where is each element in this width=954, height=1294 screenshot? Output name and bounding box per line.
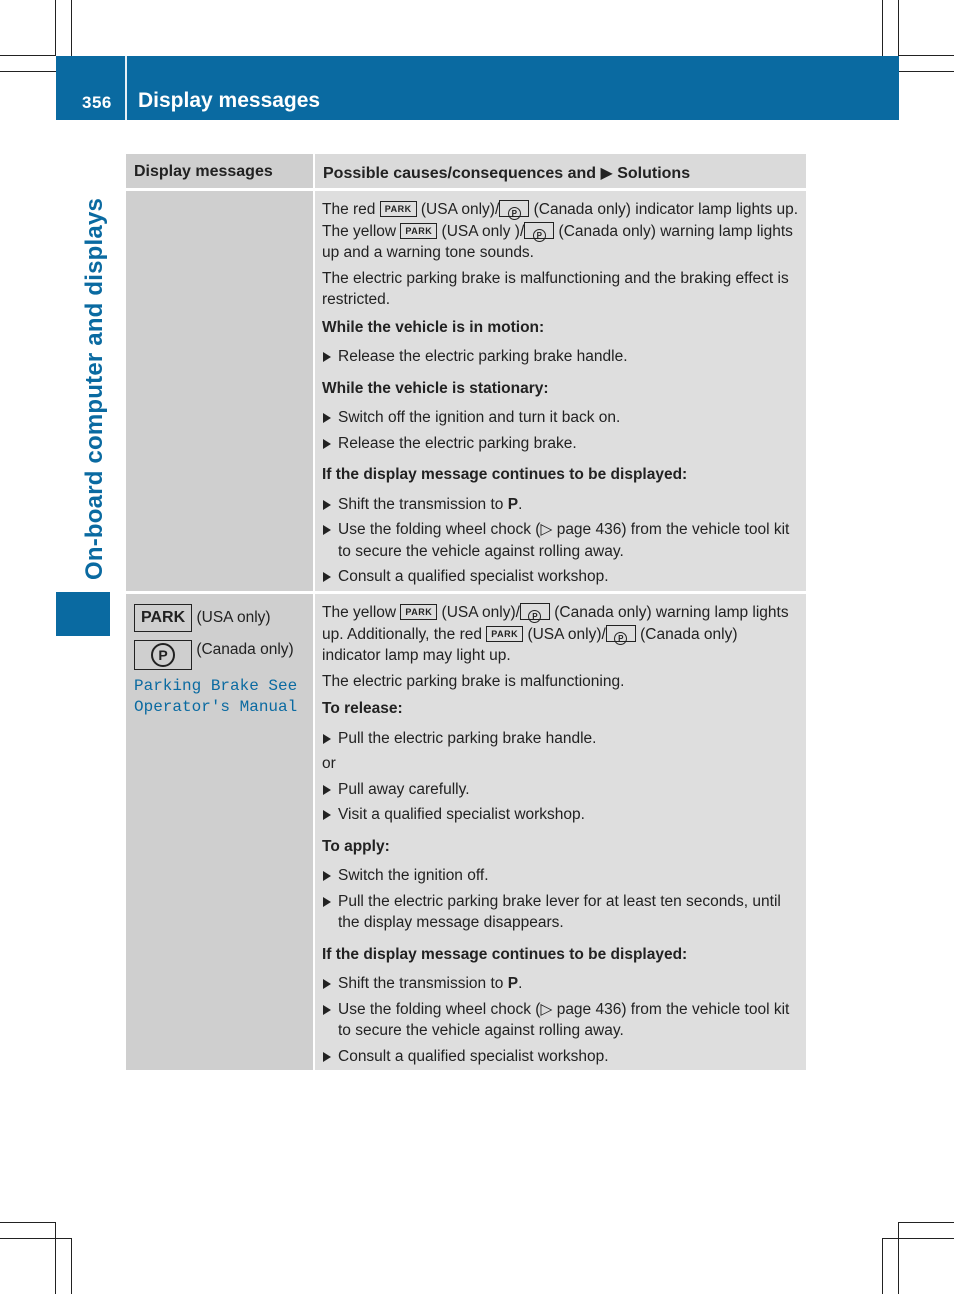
canada-indicator: P (Canada only) [134, 638, 305, 670]
step: Pull the electric parking brake handle. [322, 728, 799, 750]
park-icon: PARK [134, 604, 192, 632]
crop-mark [55, 1222, 56, 1294]
park-icon: PARK [380, 201, 417, 217]
step: Shift the transmission to P. [322, 494, 799, 516]
crop-mark [882, 0, 883, 56]
crop-mark [898, 1222, 899, 1294]
step: Switch off the ignition and turn it back on. [322, 407, 799, 429]
display-messages-table [126, 154, 806, 1070]
cause-text: The electric parking brake is malfunctioning. [322, 672, 625, 690]
message-cell [126, 594, 313, 1070]
crop-mark [0, 55, 56, 56]
parking-brake-icon: P [606, 625, 636, 642]
column-header-solutions: Possible causes/consequences and ▶ Solutions [313, 154, 806, 188]
park-icon: PARK [400, 604, 437, 620]
parking-brake-icon: P [520, 603, 550, 620]
subheading: If the display message continues to be displayed: [322, 945, 688, 963]
park-icon: PARK [486, 626, 523, 642]
step: Release the electric parking brake. [322, 433, 799, 455]
or-text: or [322, 755, 336, 772]
message-cell [126, 191, 313, 591]
crop-mark [0, 71, 56, 72]
parking-brake-icon: P [524, 222, 554, 239]
crop-mark [898, 0, 899, 56]
solutions-cell [313, 594, 806, 1070]
header-divider [125, 56, 127, 120]
solutions-cell [313, 191, 806, 591]
chapter-tab [56, 592, 110, 636]
usa-indicator: PARK (USA only) [134, 604, 305, 632]
page-header [56, 56, 899, 120]
step: Pull the electric parking brake lever for at least ten seconds, until the display message disappears. [322, 891, 799, 934]
table-row [126, 188, 806, 591]
step: Release the electric parking brake handle. [322, 346, 799, 368]
crop-mark [71, 0, 72, 56]
park-icon: PARK [400, 223, 437, 239]
crop-mark [882, 1238, 883, 1294]
step: Use the folding wheel chock (▷ page 436) from the vehicle tool kit to secure the vehicle against rolling away. [322, 999, 799, 1042]
subheading: While the vehicle is stationary: [322, 379, 549, 397]
page-number: 356 [82, 93, 112, 112]
step: Consult a qualified specialist workshop. [322, 1046, 799, 1068]
table-header [126, 154, 806, 188]
intro-text: The yellow PARK (USA only)/ P (Canada only) warning lamp lights up. Additionally, the red PARK (USA only)/ P (Canada only) indicator lamp may light up. [322, 604, 789, 664]
step: Use the folding wheel chock (▷ page 436) from the vehicle tool kit to secure the vehicle against rolling away. [322, 519, 799, 562]
crop-mark [899, 71, 954, 72]
subheading: While the vehicle is in motion: [322, 318, 545, 336]
intro-text: The red PARK (USA only)/ P (Canada only) indicator lamp lights up. The yellow PARK (USA only )/ P (Canada only) warning lamp lights up and a warning tone sounds. [322, 201, 799, 261]
column-header-messages: Display messages [134, 163, 273, 180]
crop-mark [71, 1238, 72, 1294]
subheading: If the display message continues to be displayed: [322, 466, 688, 483]
crop-mark [55, 0, 56, 56]
chapter-title: On-board computer and displays [81, 197, 108, 580]
display-message-text: Parking Brake See Operator's Manual [134, 677, 298, 716]
crop-mark [0, 1222, 56, 1223]
crop-mark [882, 1238, 954, 1239]
step: Switch the ignition off. [322, 865, 799, 887]
subheading: To release: [322, 700, 403, 717]
step: Visit a qualified specialist workshop. [322, 804, 799, 826]
step: Consult a qualified specialist workshop. [322, 566, 799, 588]
table-row [126, 591, 806, 1070]
step: Shift the transmission to P. [322, 973, 799, 995]
subheading: To apply: [322, 837, 390, 855]
page-title: Display messages [138, 89, 321, 112]
parking-brake-icon: P [134, 640, 192, 670]
crop-mark [899, 55, 954, 56]
crop-mark [898, 1222, 954, 1223]
step: Pull away carefully. [322, 779, 799, 801]
crop-mark [0, 1238, 72, 1239]
parking-brake-icon: P [499, 200, 529, 217]
cause-text: The electric parking brake is malfunctioning and the braking effect is restricted. [322, 269, 789, 308]
